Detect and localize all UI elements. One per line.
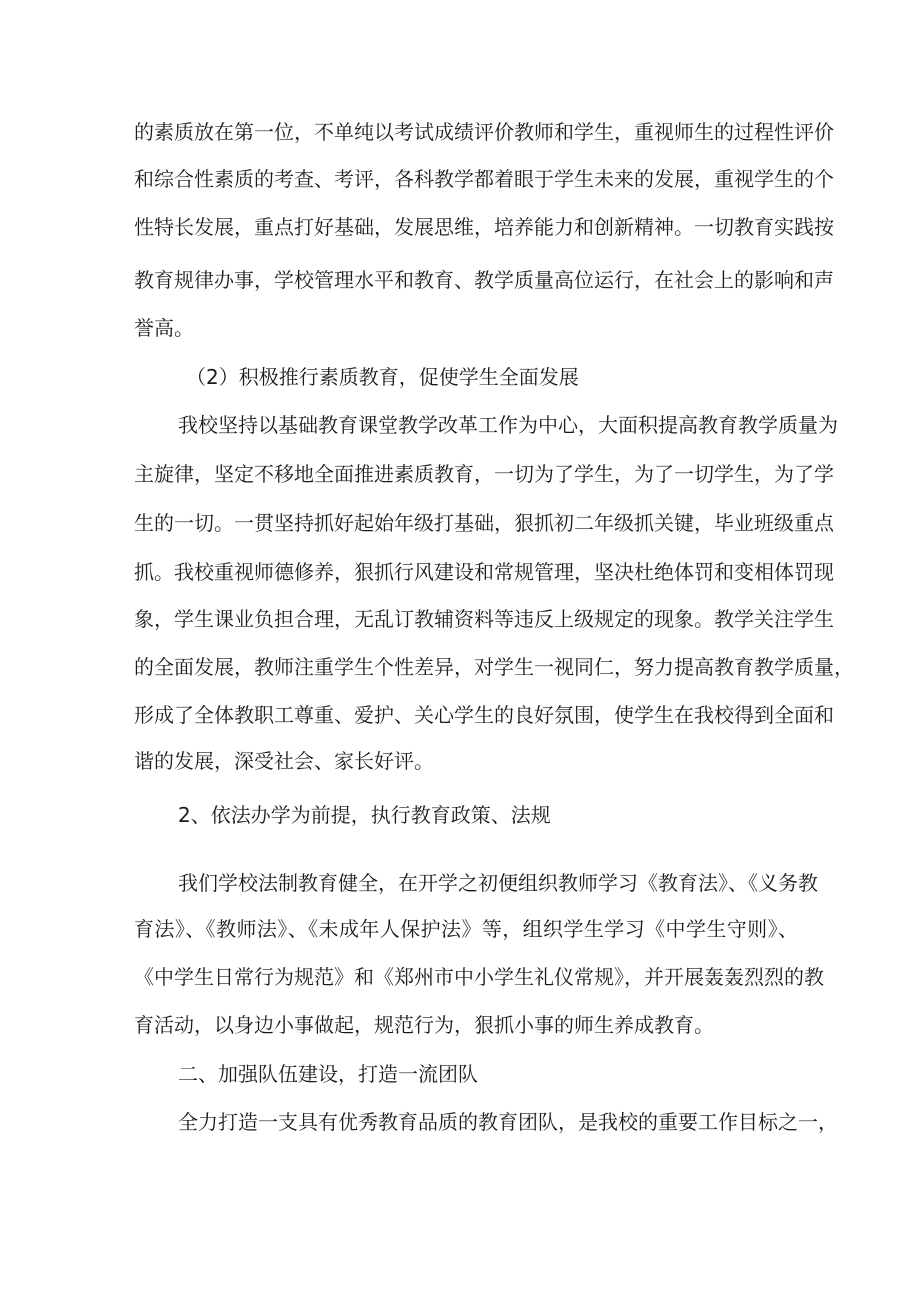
- paragraph-2-line-2: 主旋律，坚定不移地全面推进素质教育，一切为了学生，为了一切学生，为了学: [134, 462, 834, 486]
- paragraph-4-line-1: 全力打造一支具有优秀教育品质的教育团队，是我校的重要工作目标之一，: [178, 1110, 838, 1134]
- paragraph-3-line-1: 我们学校法制教育健全，在开学之初便组织教师学习《教育法》、《义务教: [178, 871, 818, 895]
- paragraph-1-line-4: 教育规律办事，学校管理水平和教育、教学质量高位运行，在社会上的影响和声: [134, 268, 834, 292]
- paragraph-1-line-2: 和综合性素质的考查、考评，各科教学都着眼于学生未来的发展，重视学生的个: [134, 167, 834, 191]
- paragraph-2-line-3: 生的一切。一贯坚持抓好起始年级打基础，狠抓初二年级抓关键，毕业班级重点: [134, 511, 834, 535]
- paragraph-2-line-5: 象，学生课业负担合理，无乱订教辅资料等违反上级规定的现象。教学关注学生: [134, 607, 834, 631]
- paragraph-2-line-6: 的全面发展，教师注重学生个性差异，对学生一视同仁，努力提高教育教学质量，: [134, 655, 854, 679]
- paragraph-3-line-4: 育活动，以身边小事做起，规范行为，狠抓小事的师生养成教育。: [134, 1013, 714, 1037]
- paragraph-2-line-8: 谐的发展，深受社会、家长好评。: [134, 749, 434, 773]
- paragraph-2-line-4: 抓。我校重视师德修养，狠抓行风建设和常规管理，坚决杜绝体罚和变相体罚现: [134, 560, 834, 584]
- paragraph-1-line-5: 誉高。: [134, 316, 194, 340]
- paragraph-2-line-1: 我校坚持以基础教育课堂教学改革工作为中心，大面积提高教育教学质量为: [178, 413, 838, 437]
- paragraph-3-line-2: 育法》、《教师法》、《未成年人保护法》等，组织学生学习《中学生守则》、: [134, 917, 798, 941]
- paragraph-1-line-1: 的素质放在第一位，不单纯以考试成绩评价教师和学生，重视师生的过程性评价: [134, 120, 834, 144]
- paragraph-1-line-3: 性特长发展，重点打好基础，发展思维，培养能力和创新精神。一切教育实践按: [134, 215, 834, 239]
- paragraph-3-line-3: 《中学生日常行为规范》和《郑州市中小学生礼仪常规》，并开展轰轰烈烈的教: [134, 965, 824, 989]
- section-heading-chapter-2: 二、加强队伍建设，打造一流团队: [178, 1062, 478, 1086]
- section-heading-2: 2、依法办学为前提，执行教育政策、法规: [178, 803, 551, 827]
- paragraph-2-line-7: 形成了全体教职工尊重、爱护、关心学生的良好氛围，使学生在我校得到全面和: [134, 703, 834, 727]
- section-heading-2-sub: （2）积极推行素质教育，促使学生全面发展: [186, 365, 579, 389]
